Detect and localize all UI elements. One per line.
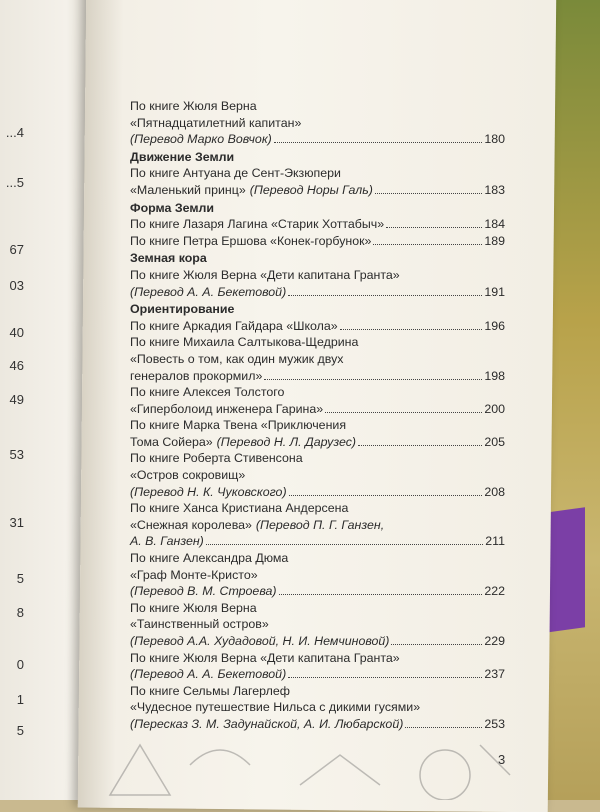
section-heading <box>130 200 505 217</box>
dot-leader <box>279 594 483 595</box>
dot-leader <box>358 445 482 446</box>
toc-text: Земная кора <box>130 251 207 266</box>
toc-line <box>130 600 505 617</box>
page-number: 3 <box>498 752 506 767</box>
toc-text: (Перевод А. А. Бекетовой) <box>130 667 287 682</box>
section-heading <box>130 301 505 318</box>
toc-page-number: 205 <box>484 434 505 449</box>
toc-text: «Остров сокровищ» <box>130 468 246 483</box>
toc-text: «Снежная королева» <box>130 517 252 532</box>
dot-leader <box>373 244 482 245</box>
toc-text: По книге Жюля Верна «Дети капитана Гранта» <box>130 267 400 282</box>
toc-line <box>130 334 505 351</box>
toc-text: По книге Михаила Салтыкова-Щедрина <box>130 335 359 350</box>
dot-leader <box>288 295 482 296</box>
dot-leader <box>325 412 482 413</box>
left-page-number: 46 <box>9 358 24 373</box>
toc-line <box>130 233 505 250</box>
toc-line <box>130 583 505 600</box>
toc-page-number: 200 <box>484 401 505 416</box>
toc-line <box>130 533 505 550</box>
left-page-number: 5 <box>16 723 24 738</box>
left-page-number: 53 <box>9 447 24 462</box>
toc-line <box>130 484 505 501</box>
section-heading <box>130 250 505 267</box>
toc-text: По книге Роберта Стивенсона <box>130 451 303 466</box>
toc-line <box>130 115 505 132</box>
toc-text: Тома Сойера» <box>130 434 213 449</box>
toc-line <box>130 500 505 517</box>
toc-line <box>130 450 505 467</box>
left-page-number: 40 <box>9 325 24 340</box>
left-page-number: 31 <box>9 515 24 530</box>
toc-page-number: 198 <box>484 368 505 383</box>
toc-text: По книге Лазаря Лагина «Старик Хоттабыч» <box>130 217 385 232</box>
toc-text: «Повесть о том, как один мужик двух <box>130 351 344 366</box>
toc-text: По книге Алексея Толстого <box>130 385 285 400</box>
toc-line <box>130 351 505 368</box>
toc-translator: (Перевод Норы Галь) <box>249 182 373 197</box>
toc-page-number: 229 <box>484 634 505 648</box>
left-page-number: 8 <box>16 605 24 620</box>
toc-line <box>130 417 505 434</box>
toc-text: Движение Земли <box>130 149 235 164</box>
toc-line <box>130 284 505 301</box>
toc-text: По книге Сельмы Лагерлеф <box>130 683 290 698</box>
toc-page-number: 208 <box>484 484 505 499</box>
toc-text: (Перевод Н. К. Чуковского) <box>130 484 287 499</box>
toc-text: По книге Ханса Кристиана Андерсена <box>130 501 349 516</box>
toc-text: По книге Петра Ершова «Конек-горбунок» <box>130 233 372 248</box>
dot-leader <box>391 644 482 645</box>
toc-line <box>130 650 505 667</box>
toc-translator: (Перевод П. Г. Ганзен, <box>255 517 385 532</box>
toc-line <box>130 368 505 385</box>
toc-text: По книге Антуана де Сент-Экзюпери <box>130 166 341 181</box>
dot-leader <box>206 544 483 545</box>
dot-leader <box>288 677 482 678</box>
toc-line <box>130 98 505 115</box>
toc-line <box>130 567 505 584</box>
toc-line <box>130 467 505 484</box>
toc-line <box>130 633 505 650</box>
toc-page-number: 222 <box>484 584 505 599</box>
toc-line <box>130 666 505 683</box>
toc-text: «Пятнадцатилетний капитан» <box>130 115 302 130</box>
toc-page-number: 183 <box>484 182 505 197</box>
toc-line <box>130 434 505 451</box>
toc-text: По книге Александра Дюма <box>130 551 289 566</box>
toc-translator: (Перевод Н. Л. Дарузес) <box>216 434 357 449</box>
toc-page-number: 211 <box>485 534 505 549</box>
toc-text: По книге Жюля Верна <box>130 99 257 113</box>
toc-page-number: 191 <box>484 284 505 299</box>
toc-page-number: 253 <box>484 716 505 731</box>
toc-page-number: 184 <box>484 217 505 232</box>
toc-text: Форма Земли <box>130 200 215 215</box>
toc-line <box>130 131 505 148</box>
toc-text: По книге Жюля Верна «Дети капитана Гранта» <box>130 650 400 665</box>
bookmark-tab <box>545 507 585 633</box>
toc-text: (Перевод А. А. Бекетовой) <box>130 284 287 299</box>
toc-line <box>130 401 505 418</box>
toc-page-number: 237 <box>484 667 505 682</box>
toc-text: По книге Аркадия Гайдара «Школа» <box>130 318 338 333</box>
left-page-number: 5 <box>16 571 24 586</box>
toc-page-number: 189 <box>484 233 505 248</box>
toc-line <box>130 165 505 182</box>
decorative-sketch-illustration <box>100 705 540 800</box>
section-heading <box>130 149 505 166</box>
toc-line <box>130 318 505 335</box>
toc-line <box>130 384 505 401</box>
left-page-number: ...4 <box>5 125 24 140</box>
toc-text: (Перевод В. М. Строева) <box>130 584 277 599</box>
toc-text: По книге Марка Твена «Приключения <box>130 418 347 433</box>
toc-line <box>130 683 505 700</box>
toc-text: «Маленький принц» <box>130 182 246 197</box>
left-page-number: 67 <box>9 242 24 257</box>
toc-text: «Таинственный остров» <box>130 617 269 632</box>
toc-text: «Чудесное путешествие Нильса с дикими гусями» <box>130 700 421 715</box>
toc-page-number: 196 <box>484 318 505 333</box>
dot-leader <box>375 193 482 194</box>
toc-line <box>130 517 505 534</box>
toc-text: По книге Жюля Верна <box>130 600 257 615</box>
toc-line <box>130 267 505 284</box>
toc-line <box>130 616 505 633</box>
dot-leader <box>386 227 482 228</box>
toc-text: (Перевод Марко Вовчок) <box>130 132 272 147</box>
dot-leader <box>340 329 483 330</box>
left-page-number: 49 <box>9 392 24 407</box>
toc-text: Ориентирование <box>130 302 235 317</box>
dot-leader <box>289 495 483 496</box>
toc-text: (Перевод А.А. Худадовой, Н. И. Немчиновой) <box>130 634 390 648</box>
left-page-number: 03 <box>9 278 24 293</box>
toc-text: «Граф Монте-Кристо» <box>130 567 258 582</box>
toc-text: А. В. Ганзен) <box>130 534 204 549</box>
toc-text: «Гиперболоид инженера Гарина» <box>130 401 324 416</box>
dot-leader <box>264 379 482 380</box>
table-of-contents <box>130 98 505 733</box>
toc-text: (Пересказ З. М. Задунайской, А. И. Любарской) <box>130 716 404 731</box>
toc-line <box>130 550 505 567</box>
dot-leader <box>274 142 483 143</box>
toc-text: генералов прокормил» <box>130 368 263 383</box>
toc-line <box>130 182 505 199</box>
toc-page-number: 180 <box>484 132 505 147</box>
left-page-numbers <box>0 0 80 800</box>
left-page-number: ...5 <box>5 175 24 190</box>
left-page-number: 0 <box>16 657 24 672</box>
left-page-number: 1 <box>16 692 24 707</box>
toc-line <box>130 216 505 233</box>
